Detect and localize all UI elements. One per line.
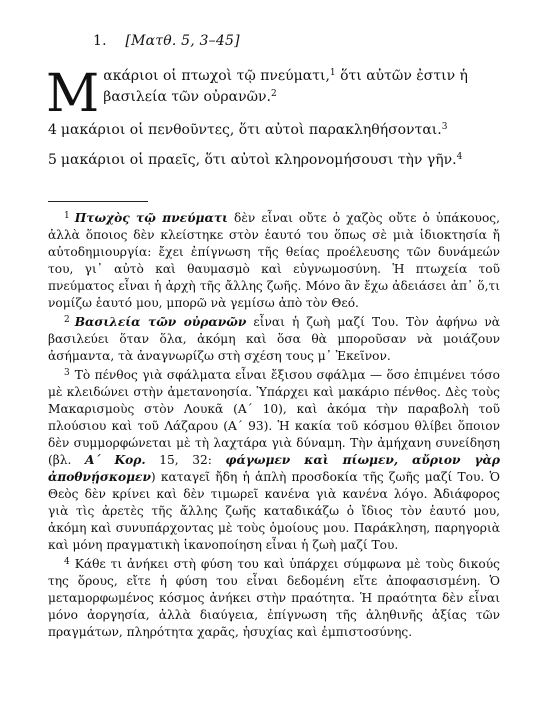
footnote-text: ) καταγεῖ ἤδη ἡ ἁπλὴ προσδοκία τῆς ζωῆς μαζί Του. Ὁ Θεὸς δὲν κρίνει καὶ δὲν τιμωρεῖ κανένα γιὰ κανένα λόγο. Ἀδιάφορος γιὰ τὶς ἀρετὲς τῆς ἄλλης ζωῆς καταδικάζω ὁ ἴδιος τὸν ἑαυτό μου, ἀκόμη καὶ συνυπάρχοντας μὲ τοὺς ὁμοίους μου. Παράκληση, παρηγοριὰ καὶ μόνη πραγματικὴ ἱκανοποίηση εἶναι ἡ ζωὴ μαζί Του. [48, 470, 500, 552]
footnote-lemma: Πτωχὸς τῷ πνεύματι [74, 211, 228, 225]
verse-number: 4 [48, 122, 57, 138]
footnote-lemma: Βασιλεία τῶν οὐρανῶν [74, 315, 247, 329]
footnote-divider [48, 201, 148, 202]
verse-3-text-b: ὅτι αὐτῶν ἐστιν ἡ βασιλεία τῶν οὐρανῶν. [103, 68, 468, 105]
footnote-1 [48, 208, 500, 312]
footnotes [48, 208, 500, 641]
verse-3 [46, 64, 498, 124]
footnote-quote: φάγωμεν καὶ πίωμεν, αὔριον γὰρ ἀποθνῄσκομεν [48, 453, 500, 484]
footnote-text: εἶναι ἡ ζωὴ μαζί Του. Τὸν ἀφήνω νὰ βασιλεύει ὅταν ὅλα, ἀκόμη καὶ ὅσα θὰ μποροῦσαν νὰ μοιάζουν ἀσήμαντα, τὰ ἀναγνωρίζω στὴ σχέση τους μ᾿ Ἐκεῖνον. [48, 315, 500, 363]
verse-number: 5 [48, 152, 57, 168]
footnote-4 [48, 554, 500, 641]
footnote-text: Τὸ πένθος γιὰ σφάλματα εἶναι ἔξισου σφάλμα — ὅσο ἐπιμένει τόσο μὲ κλειδώνει στὴν ἀμετανοησία. Ὑπάρχει καὶ μακάριο πένθος. Δὲς τοὺς Μακαρισμοὺς στὸν Λουκᾶ (Α΄ 10), καὶ ἀκόμα τὴν παραβολὴ τοῦ πλούσιου καὶ τοῦ Λάζαρου (Α΄ 93). Ἡ κακία τοῦ κόσμου θλίβει ὅποιον δὲν συμμορφώνεται μὲ τὴ λαχτάρα γιὰ δύναμη. Τὴν ἀμήχανη συνείδηση (βλ. [48, 368, 500, 467]
verse-5-text: μακάριοι οἱ πραεῖς, ὅτι αὐτοὶ κληρονομήσουσι τὴν γῆν. [60, 152, 457, 168]
section-number: 1. [93, 33, 107, 49]
verse-3-text-a: ακάριοι οἱ πτωχοὶ τῷ πνεύματι, [103, 68, 330, 84]
footnote-number: 1 [64, 211, 70, 221]
verse-5 [48, 150, 508, 171]
footnote-marker[interactable]: 1 [329, 68, 336, 78]
footnote-text: 15, 32: [145, 453, 226, 467]
footnote-number: 2 [64, 315, 70, 325]
footnote-marker[interactable]: 3 [441, 122, 448, 132]
footnote-number: 4 [64, 557, 70, 567]
footnote-text: δὲν εἶναι οὔτε ὁ χαζὸς οὔτε ὁ ὑπάκουος, ἀλλὰ ὅποιος δὲν κλείστηκε στὸν ἑαυτό του ὅπως σὲ μιὰ ἰδιοκτησία ἤ αὐτοδημιουργία: ἔχει ἐπίγνωση τῆς θείας προέλευσης τῶν δυνάμεών του, γι᾿ αὐτὸ καὶ θαυμασμὸ καὶ εὐγνωμοσύνη. Ἡ πτωχεία τοῦ πνεύματος εἶναι ἡ ἀρχὴ τῆς ἄλλης ζωῆς. Μόνο ἂν ἔχω ἀδειάσει ἀπ᾿ ὅ,τι νομίζω ἑαυτό μου, μπορῶ νὰ γεμίσω ἀπὸ τὸν Θεό. [48, 211, 500, 310]
footnote-2 [48, 312, 500, 365]
footnote-marker[interactable]: 2 [271, 89, 277, 99]
footnote-reference: Α΄ Κορ. [85, 453, 146, 467]
footnote-3 [48, 365, 500, 554]
footnote-text: Κάθε τι ἀνήκει στὴ φύση του καὶ ὑπάρχει σύμφωνα μὲ τοὺς δικούς της ὅρους, εἴτε ἡ φύση του εἶναι δεδομένη εἴτε ἀποφασισμένη. Ὁ μεταμορφωμένος κόσμος ἀνήκει στὴν πραότητα. Ἡ πραότητα δὲν εἶναι μόνο ἀοργησία, ἀλλὰ διαύγεια, ἐπίγνωση τῆς ἀληθινῆς ἀξίας τῶν πραγμάτων, πληρότητα χαρᾶς, ἡσυχίας καὶ ἐμπιστοσύνης. [48, 557, 500, 639]
section-heading [93, 33, 240, 49]
drop-cap: Μ [46, 64, 100, 124]
footnote-number: 3 [64, 368, 70, 378]
verse-4-text: μακάριοι οἱ πενθοῦντες, ὅτι αὐτοὶ παρακληθήσονται. [60, 122, 442, 138]
scripture-reference: [Ματθ. 5, 3–45] [125, 33, 240, 49]
footnote-marker[interactable]: 4 [456, 152, 463, 162]
verse-4 [48, 120, 508, 141]
